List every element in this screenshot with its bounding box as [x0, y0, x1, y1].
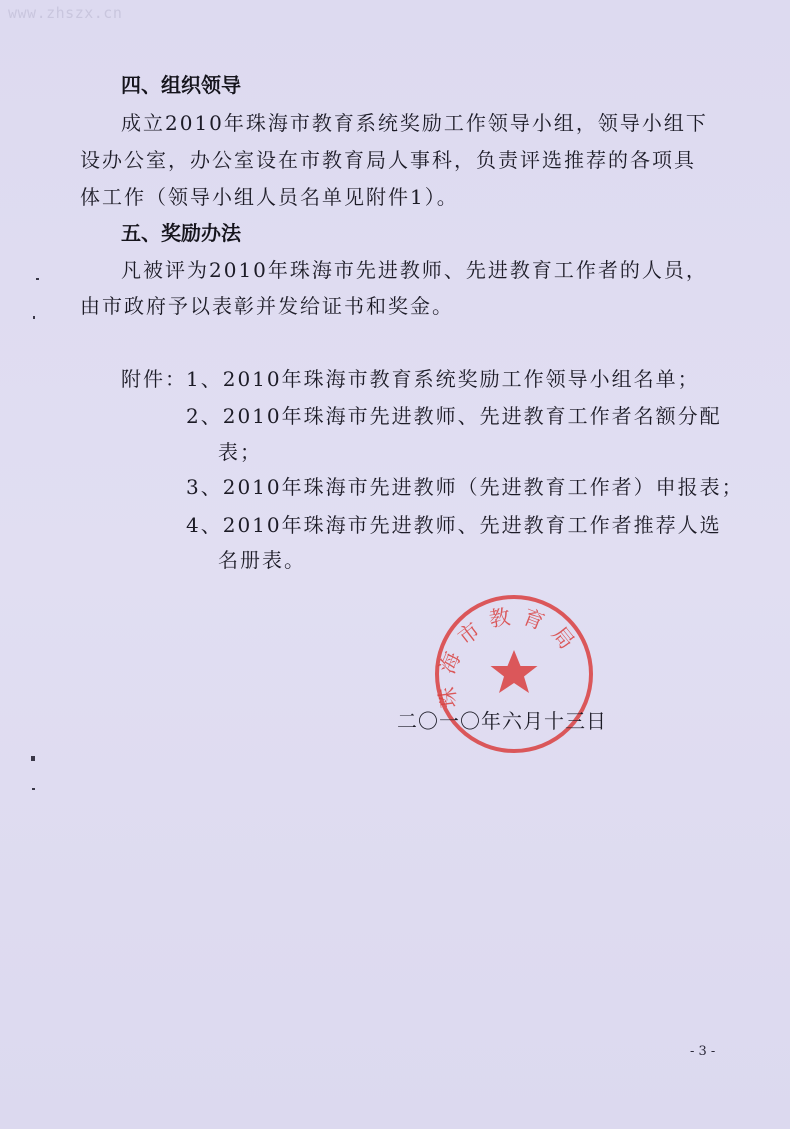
- attachment-item: 1、2010年珠海市教育系统奖励工作领导小组名单；: [186, 367, 700, 391]
- attachment-item-continuation: 名册表。: [218, 548, 306, 572]
- svg-text:珠海市教育局: 珠海市教育局: [433, 603, 586, 710]
- attachment-item-continuation: 表；: [218, 440, 262, 464]
- paragraph-line: 设办公室，办公室设在市教育局人事科，负责评选推荐的各项具: [80, 148, 696, 172]
- binding-hole-mark: [31, 756, 35, 761]
- attachment-item: 3、2010年珠海市先进教师（先进教育工作者）申报表；: [186, 475, 744, 499]
- paragraph-line: 成立2010年珠海市教育系统奖励工作领导小组，领导小组下: [121, 111, 708, 135]
- scan-speck: [36, 278, 39, 280]
- paragraph-line: 凡被评为2010年珠海市先进教师、先进教育工作者的人员，: [121, 258, 708, 282]
- paragraph-line: 由市政府予以表彰并发给证书和奖金。: [80, 294, 454, 318]
- page-number: - 3 -: [690, 1044, 716, 1059]
- attachment-item: 4、2010年珠海市先进教师、先进教育工作者推荐人选: [186, 513, 722, 537]
- section-heading-organization: 四、组织领导: [121, 73, 241, 97]
- scan-speck: [32, 788, 35, 790]
- attachment-item: 2、2010年珠海市先进教师、先进教育工作者名额分配: [186, 404, 722, 428]
- scan-speck: [33, 316, 35, 319]
- section-heading-reward: 五、奖励办法: [121, 221, 241, 245]
- attachments-label: 附件：: [121, 367, 187, 391]
- paragraph-line: 体工作（领导小组人员名单见附件1）。: [80, 185, 459, 209]
- watermark: www.zhszx.cn: [8, 4, 123, 22]
- issue-date: 二〇一〇年六月十三日: [397, 709, 607, 733]
